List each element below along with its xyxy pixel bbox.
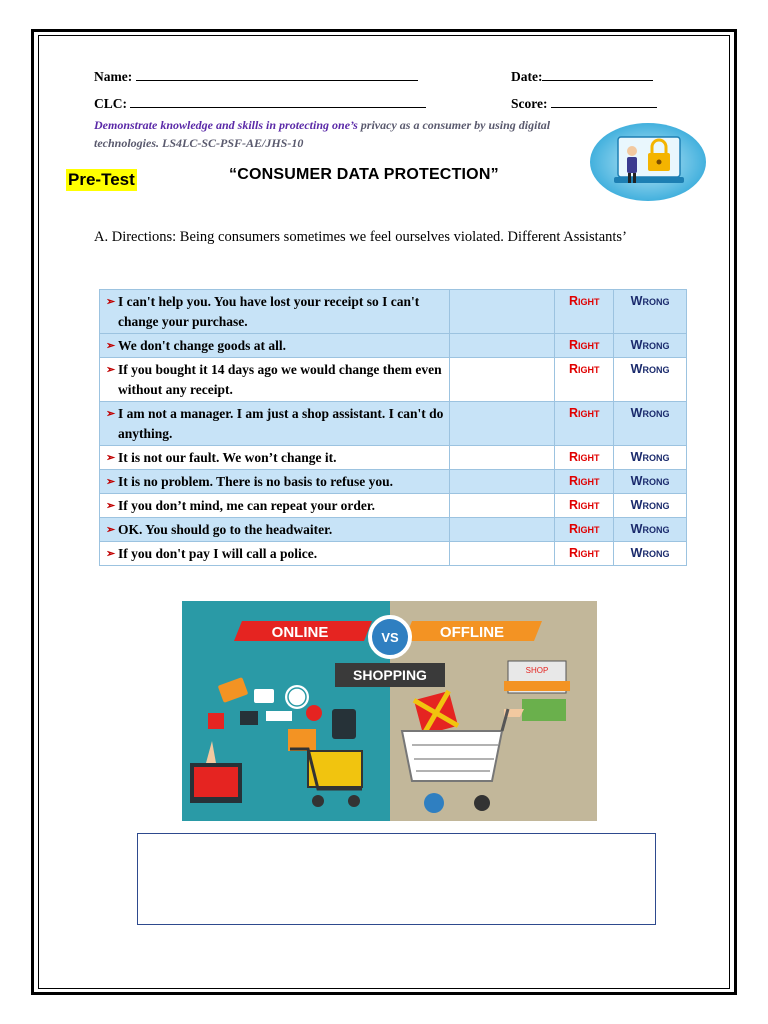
competency-rest: privacy as a consumer by using digital technologies. LS4LC-SC-PSF-AE/JHS-10 [94,118,551,150]
answer-cell[interactable] [450,358,555,402]
right-option[interactable]: Right [555,542,614,566]
table-row [100,446,687,470]
right-option[interactable]: Right [555,358,614,402]
arrow-bullet-icon: ➢ [106,296,116,308]
date-input-line[interactable] [542,68,653,81]
arrow-bullet-icon: ➢ [106,340,116,352]
clc-field [94,95,426,112]
statement-text: If you don't pay I will call a police. [118,546,318,561]
right-option[interactable]: Right [555,518,614,542]
offline-label: OFFLINE [439,624,505,641]
answer-cell[interactable] [450,334,555,358]
answer-cell[interactable] [450,518,555,542]
arrow-bullet-icon: ➢ [106,408,116,420]
table-row [100,290,687,334]
name-label: Name: [94,69,133,84]
wrong-option[interactable]: Wrong [614,494,687,518]
right-option[interactable]: Right [555,494,614,518]
score-input-line[interactable] [551,95,657,108]
table-row [100,402,687,446]
arrow-bullet-icon: ➢ [106,452,116,464]
table-row [100,518,687,542]
table-row [100,334,687,358]
vs-label: VS [381,630,399,645]
statement-text: If you bought it 14 days ago we would change them even without any receipt. [118,362,442,397]
statement-text: I am not a manager. I am just a shop assistant. I can't do anything. [118,406,444,441]
statement-text: OK. You should go to the headwaiter. [118,522,333,537]
wrong-option[interactable]: Wrong [614,446,687,470]
right-option[interactable]: Right [555,446,614,470]
statement-cell [100,358,450,402]
statement-cell [100,290,450,334]
date-field [511,68,653,85]
statement-cell [100,518,450,542]
page-title: “CONSUMER DATA PROTECTION” [229,166,499,183]
online-label: ONLINE [271,624,329,641]
table-row [100,542,687,566]
statement-cell [100,334,450,358]
arrow-bullet-icon: ➢ [106,364,116,376]
wrong-option[interactable]: Wrong [614,358,687,402]
wrong-option[interactable]: Wrong [614,518,687,542]
statement-cell [100,470,450,494]
arrow-bullet-icon: ➢ [106,500,116,512]
answer-cell[interactable] [450,470,555,494]
table-row [100,358,687,402]
table-row [100,494,687,518]
data-security-illustration [588,121,708,203]
directions-text: A. Directions: Being consumers sometimes we feel ourselves violated. Different Assistants’ [94,229,627,245]
right-option[interactable]: Right [555,290,614,334]
statement-cell [100,542,450,566]
right-option[interactable]: Right [555,402,614,446]
statement-text: It is no problem. There is no basis to refuse you. [118,474,394,489]
table-row [100,470,687,494]
clc-label: CLC: [94,96,127,111]
wrong-option[interactable]: Wrong [614,542,687,566]
answer-cell[interactable] [450,402,555,446]
clc-input-line[interactable] [130,95,426,108]
answer-box[interactable] [137,833,656,925]
competency-highlight: Demonstrate knowledge and skills in protecting one’s [94,118,358,132]
statement-text: I can't help you. You have lost your receipt so I can't change your purchase. [118,294,420,329]
shopping-label: SHOPPING [353,667,427,683]
wrong-option[interactable]: Wrong [614,470,687,494]
name-field [94,68,418,85]
learning-competency [94,117,614,151]
right-option[interactable]: Right [555,470,614,494]
score-field [511,95,657,112]
statements-table [99,289,687,566]
arrow-bullet-icon: ➢ [106,548,116,560]
arrow-bullet-icon: ➢ [106,524,116,536]
name-input-line[interactable] [136,68,418,81]
pretest-label: Pre-Test [68,170,135,189]
statement-cell [100,446,450,470]
wrong-option[interactable]: Wrong [614,402,687,446]
statement-cell [100,402,450,446]
wrong-option[interactable]: Wrong [614,334,687,358]
answer-cell[interactable] [450,542,555,566]
wrong-option[interactable]: Wrong [614,290,687,334]
statement-text: If you don’t mind, me can repeat your order. [118,498,376,513]
score-label: Score: [511,96,548,111]
shop-sign: SHOP [525,666,549,675]
date-label: Date: [511,69,543,84]
answer-cell[interactable] [450,446,555,470]
right-option[interactable]: Right [555,334,614,358]
answer-cell[interactable] [450,494,555,518]
statement-text: It is not our fault. We won’t change it. [118,450,337,465]
online-vs-offline-shopping-illustration [182,601,597,821]
statement-text: We don't change goods at all. [118,338,287,353]
answer-cell[interactable] [450,290,555,334]
statement-cell [100,494,450,518]
arrow-bullet-icon: ➢ [106,476,116,488]
